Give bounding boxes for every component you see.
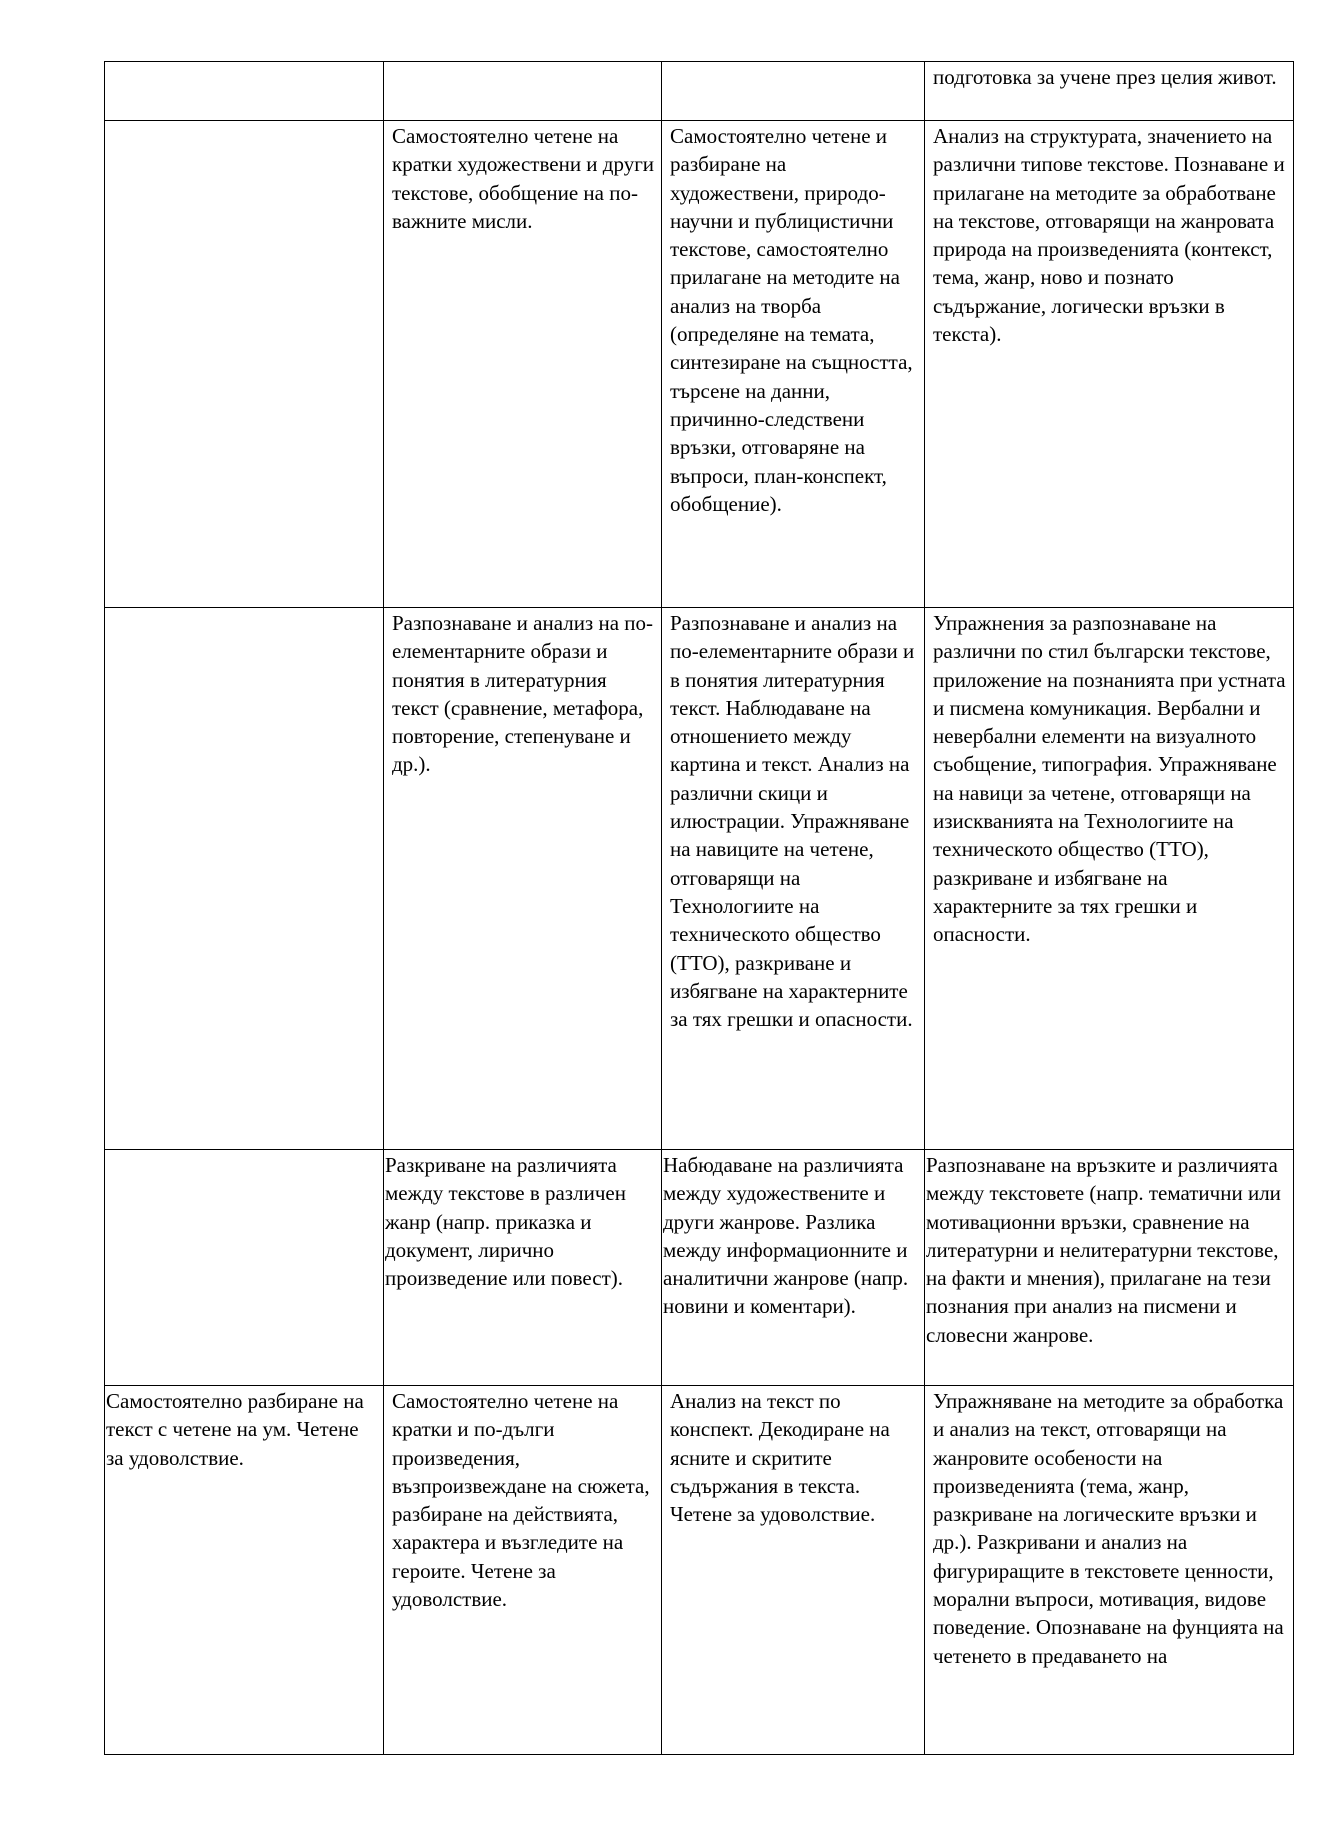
table-cell: Самостоятелно разбиране на текст с четене на ум. Четене за удоволствие. (105, 1386, 384, 1755)
table-cell: Разкриване на различията между текстове в различен жанр (напр. приказка и документ, лирично произведение или повест). (384, 1150, 662, 1386)
table-row (105, 121, 1294, 608)
table-cell: Самостоятелно четене на кратки художествени и други текстове, обобщение на по-важните мисли. (384, 121, 662, 608)
table-cell (105, 1150, 384, 1386)
table-cell (105, 121, 384, 608)
table-cell (384, 62, 662, 121)
table-cell: Упражнения за разпознаване на различни по стил български текстове, приложение на познанията при устната и писмена комуникация. Вербални и невербални елементи на визуалното съобщение, типография. Упражняване на навици за четене, отговарящи на изискванията на Технологиите на техническото общество (ТТО), разкриване и избягване на характерните за тях грешки и опасности. (925, 608, 1294, 1150)
table-row (105, 1386, 1294, 1755)
table-cell (105, 608, 384, 1150)
table-cell: Упражняване на методите за обработка и анализ на текст, отговарящи на жанровите особености на произведенията (тема, жанр, разкриване на логическите връзки и др.). Разкривани и анализ на фигуриращите в текстовете ценности, морални въпроси, мотивация, видове поведение. Опознаване на фунцията на четенето в предаването на (925, 1386, 1294, 1755)
table-cell: Разпознаване и анализ на по-елементарните образи и понятия в литературния текст (сравнение, метафора, повторение, степенуване и др.). (384, 608, 662, 1150)
table-cell: Анализ на текст по конспект. Декодиране на ясните и скритите съдържания в текста. Четене за удоволствие. (662, 1386, 925, 1755)
table-cell (105, 62, 384, 121)
table-cell: Разпознаване и анализ на по-елементарните образи и в понятия литературния текст. Наблюдаване на отношението между картина и текст. Анализ на различни скици и илюстрации. Упражняване на навиците на четене, отговарящи на Технологиите на техническото общество (ТТО), разкриване и избягване на характерните за тях грешки и опасности. (662, 608, 925, 1150)
table-row (105, 1150, 1294, 1386)
table-cell: Набюдаване на различията между художествените и други жанрове. Разлика между информационните и аналитични жанрове (напр. новини и коментари). (662, 1150, 925, 1386)
table-cell: Самостоятелно четене и разбиране на художествени, природо-научни и публицистични текстове, самостоятелно прилагане на методите на анализ на творба (определяне на темата, синтезиране на същността, търсене на данни, причинно-следствени връзки, отговаряне на въпроси, план-конспект, обобщение). (662, 121, 925, 608)
table-cell: Самостоятелно четене на кратки и по-дълги произведения, възпроизвеждане на сюжета, разбиране на действията, характера и възгледите на героите. Четене за удоволствие. (384, 1386, 662, 1755)
table-cell: Разпознаване на връзките и различията между текстовете (напр. тематични или мотивационни връзки, сравнение на литературни и нелитературни текстове, на факти и мнения), прилагане на тези познания при анализ на писмени и словесни жанрове. (925, 1150, 1294, 1386)
table-row (105, 62, 1294, 121)
table-cell: Анализ на структурата, значението на различни типове текстове. Познаване и прилагане на методите за обработване на текстове, отговарящи на жанровата природа на произведенията (контекст, тема, жанр, ново и познато съдържание, логически връзки в текста). (925, 121, 1294, 608)
curriculum-table (104, 61, 1294, 1755)
table-row (105, 608, 1294, 1150)
table-cell: подготовка за учене през целия живот. (925, 62, 1294, 121)
table-cell (662, 62, 925, 121)
